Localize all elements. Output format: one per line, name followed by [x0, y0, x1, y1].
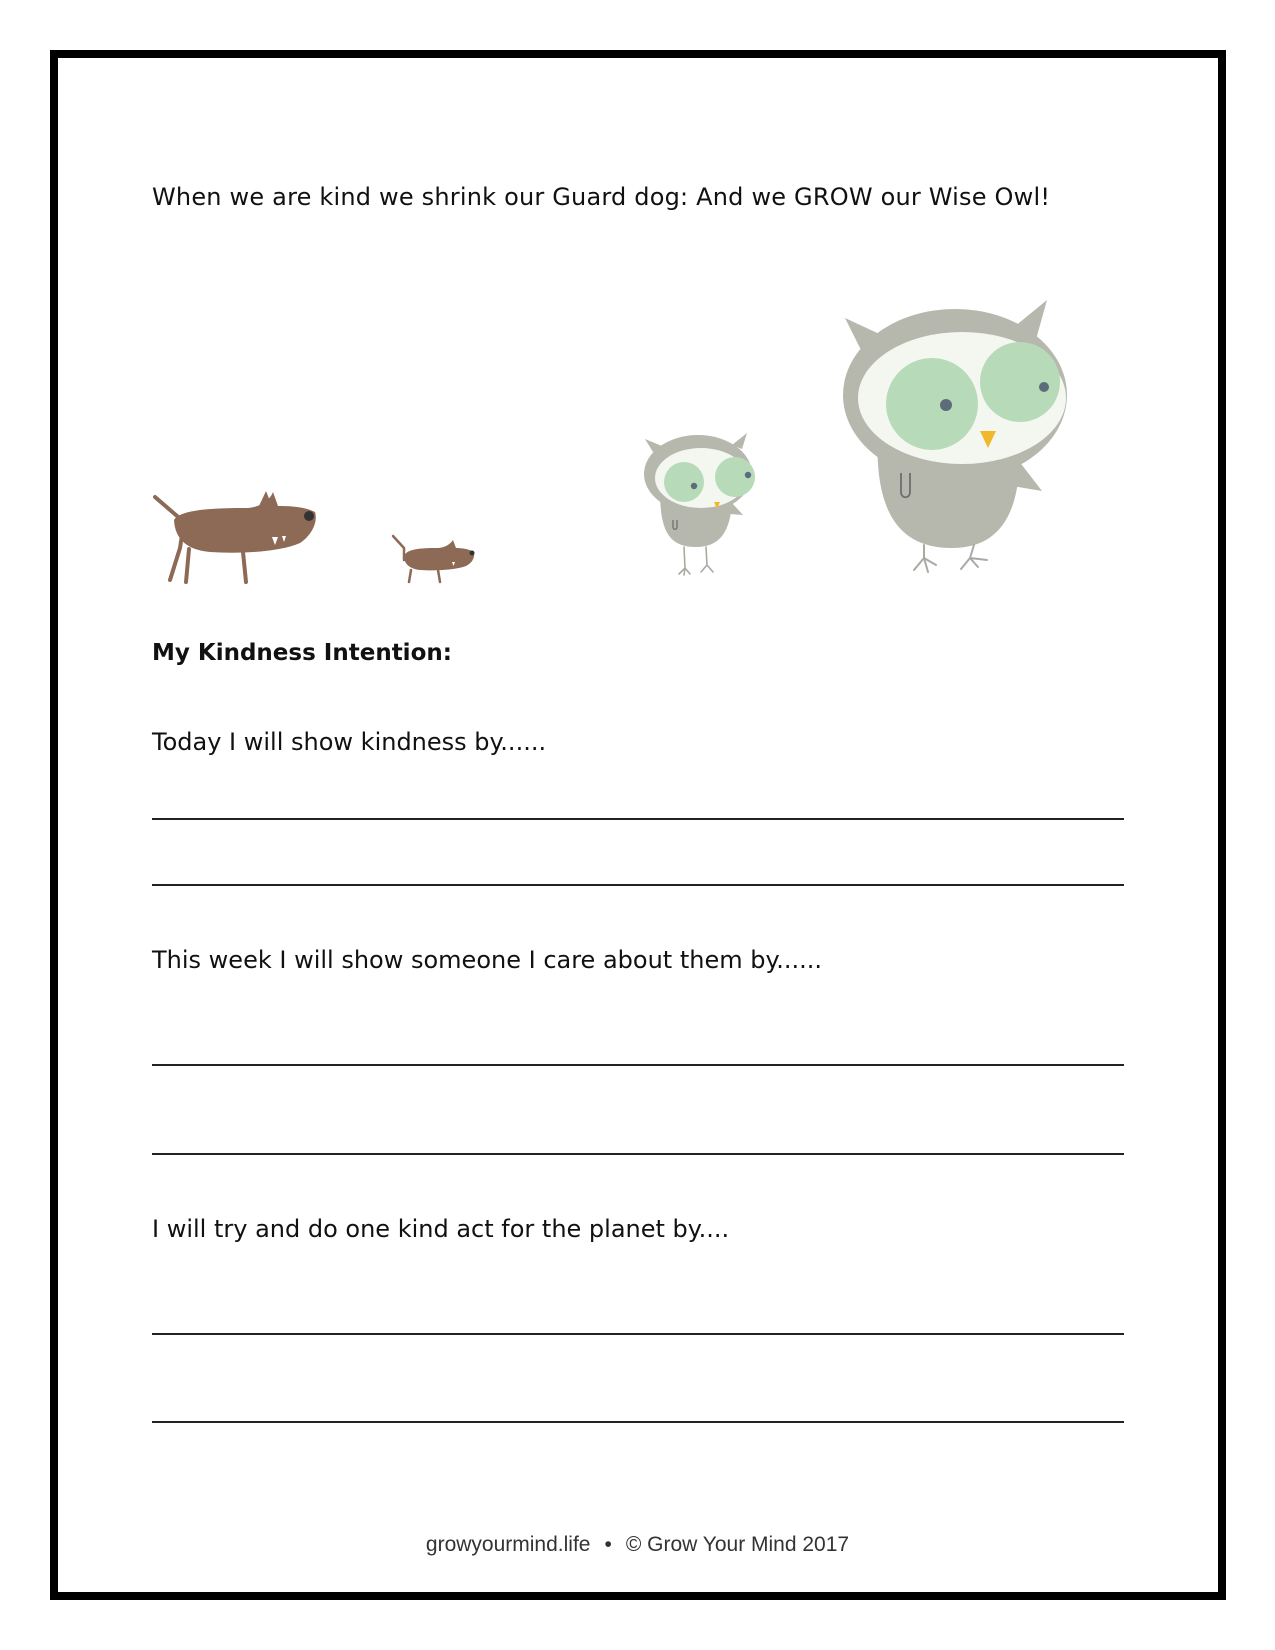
- answer-line-planet-1[interactable]: [152, 1333, 1124, 1335]
- footer: [0, 1533, 1275, 1557]
- footer-copyright: © Grow Your Mind 2017: [625, 1533, 850, 1556]
- answer-line-week-2[interactable]: [152, 1153, 1124, 1155]
- answer-line-today-1[interactable]: [152, 818, 1124, 820]
- answer-line-planet-2[interactable]: [152, 1421, 1124, 1423]
- kindness-intention-heading: My Kindness Intention:: [152, 640, 452, 666]
- answer-line-today-2[interactable]: [152, 884, 1124, 886]
- headline-text: When we are kind we shrink our Guard dog: And we GROW our Wise Owl!: [152, 183, 1051, 211]
- prompt-today: Today I will show kindness by......: [152, 728, 547, 756]
- answer-line-week-1[interactable]: [152, 1064, 1124, 1066]
- prompt-planet: I will try and do one kind act for the planet by....: [152, 1215, 730, 1243]
- footer-site-link[interactable]: growyourmind.life: [425, 1533, 591, 1556]
- prompt-this-week: This week I will show someone I care about them by......: [152, 946, 823, 974]
- page-border: [50, 50, 1226, 1600]
- footer-separator: •: [604, 1533, 612, 1556]
